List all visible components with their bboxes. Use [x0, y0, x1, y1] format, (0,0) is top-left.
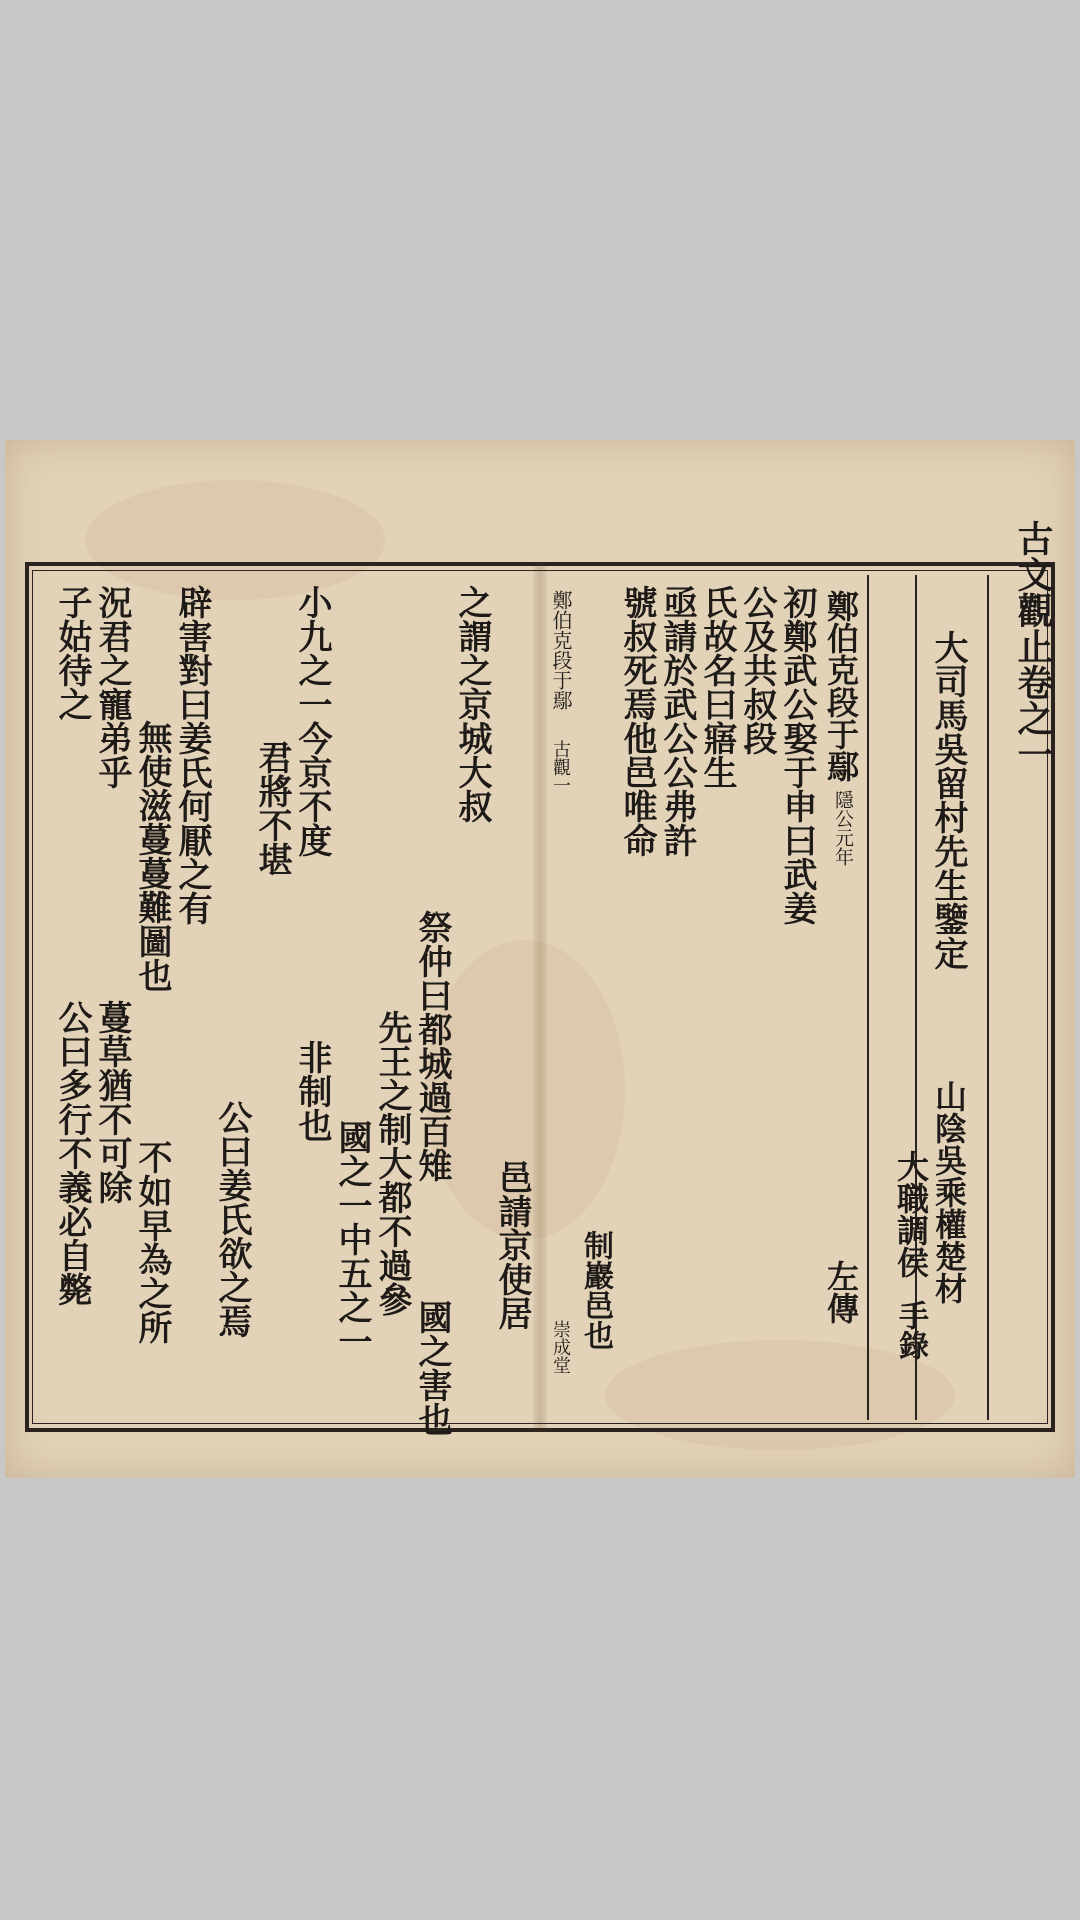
page-fold [533, 562, 547, 1432]
text-column-21: 況君之寵弟乎 [92, 585, 132, 789]
center-chapter-label: 鄭伯克段于鄢 [549, 590, 573, 710]
chapter-title: 鄭伯克段于鄢 [822, 590, 860, 782]
text-column-10: 國之害也 [412, 1300, 452, 1436]
text-column-19: 無使滋蔓蔓難圖也 [132, 720, 172, 992]
text-column-14: 非制也 [292, 1040, 332, 1142]
text-column-15: 君將不堪 [252, 740, 292, 876]
text-column-3: 氏故名曰寤生 [697, 585, 737, 789]
text-column-17: 辟害對曰姜氏何厭之有 [172, 585, 212, 925]
text-column-5: 號叔死焉他邑唯命 [617, 585, 657, 857]
volume-title: 古文觀止卷之一 [1012, 520, 1054, 772]
center-publisher-right: 崇成堂 [550, 1320, 571, 1374]
text-column-23: 子姑待之 [52, 585, 92, 721]
text-column-8: 之謂之京城大叔 [452, 585, 492, 823]
text-column-6: 制巖邑也 [578, 1230, 613, 1350]
text-column-20: 蔓草猶不可除 [92, 1000, 132, 1204]
text-column-7: 邑請京使居 [492, 1160, 532, 1330]
text-column-18: 不如早為之所 [132, 1140, 172, 1344]
source-label: 左傳 [822, 1260, 860, 1324]
book-page-scan [5, 440, 1075, 1478]
chapter-note: 隱公元年 [832, 790, 854, 866]
center-publisher-label: 古觀一 [550, 740, 571, 794]
compiler-line-2: 大職調侯 [892, 1150, 930, 1278]
editor-heading: 大司馬吳留村先生鑒定 [928, 630, 968, 970]
text-column-9: 祭仲曰都城過百雉 [412, 910, 452, 1182]
text-column-1: 初鄭武公娶于申曰武姜 [777, 585, 817, 925]
text-column-12: 國之一中五之一 [332, 1120, 372, 1358]
text-column-2: 公及共叔段 [737, 585, 777, 755]
text-column-4: 亟請於武公公弗許 [657, 585, 697, 857]
text-column-13: 小九之一今京不度 [292, 585, 332, 857]
text-column-11: 先王之制大都不過參 [372, 1010, 412, 1316]
compiler-suffix: 手錄 [893, 1300, 928, 1360]
text-column-22: 公曰多行不義必自斃 [52, 1000, 92, 1306]
compiler-line-1: 山陰吳乘權楚材 [930, 1080, 968, 1304]
text-column-16: 公曰姜氏欲之焉 [212, 1100, 252, 1338]
